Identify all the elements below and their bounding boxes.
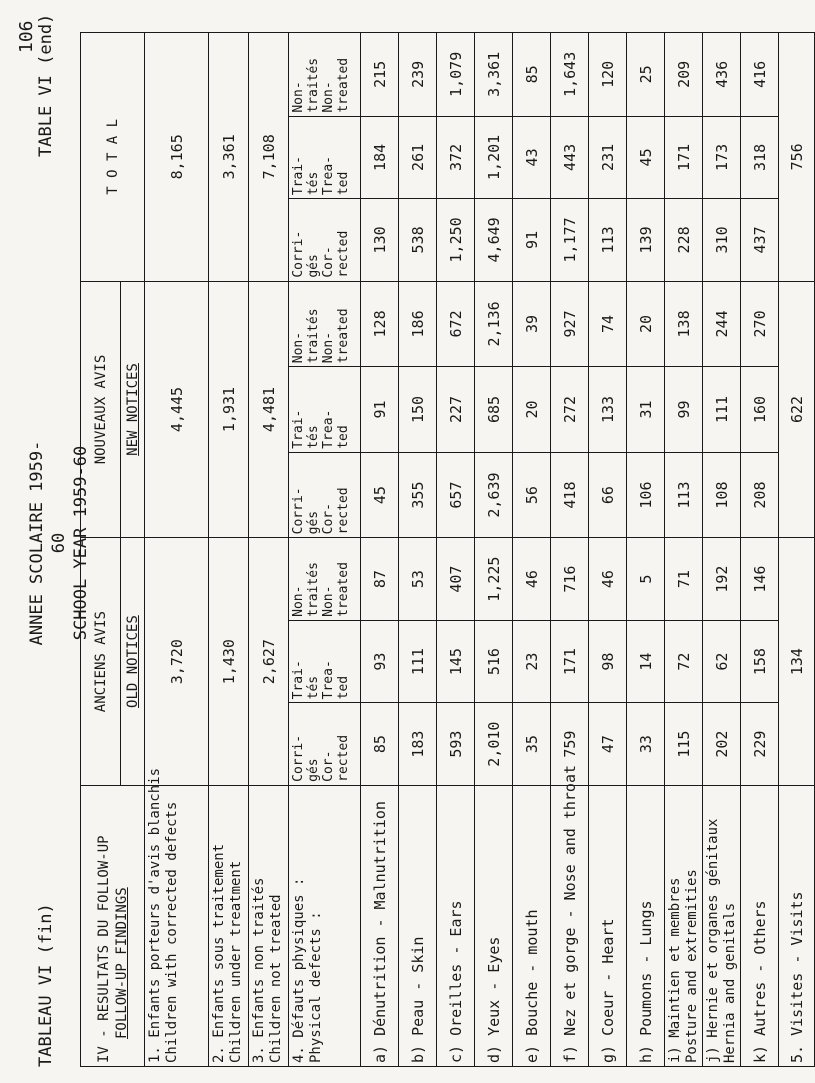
cell: 672 bbox=[437, 281, 475, 367]
cell: 244 bbox=[703, 281, 741, 367]
cell: 208 bbox=[741, 452, 779, 538]
cell: 2,136 bbox=[475, 281, 513, 367]
cell: 91 bbox=[513, 199, 551, 282]
group-total bbox=[81, 33, 145, 282]
cell: 186 bbox=[399, 281, 437, 367]
cell: 538 bbox=[399, 199, 437, 282]
visits-anciens: 134 bbox=[779, 538, 815, 786]
subheader-nontreated-l3: Non- bbox=[321, 585, 336, 617]
subheader-treated bbox=[289, 620, 361, 703]
row-1-anciens: 3,720 bbox=[145, 538, 209, 786]
group-total-label: T O T A L bbox=[104, 118, 121, 195]
subheader-treated-l4: ted bbox=[336, 675, 351, 700]
cell: 215 bbox=[361, 33, 399, 117]
subheader-corrected-l2: gés bbox=[306, 758, 321, 782]
defect-label-j-fr: j) Hernie et organes génitaux bbox=[705, 818, 721, 1063]
subheader-nontreated-l2: traités bbox=[306, 57, 321, 113]
subheader-treated-l3: Trea- bbox=[321, 156, 336, 196]
cell: 4,649 bbox=[475, 199, 513, 282]
follow-up-table bbox=[80, 32, 815, 1067]
cell: 1,250 bbox=[437, 199, 475, 282]
cell: 516 bbox=[475, 620, 513, 703]
group-anciens-en-text: OLD NOTICES bbox=[124, 615, 141, 708]
cell: 1,177 bbox=[551, 199, 589, 282]
cell: 171 bbox=[665, 116, 703, 199]
cell: 111 bbox=[703, 367, 741, 453]
cell: 192 bbox=[703, 538, 741, 621]
cell: 35 bbox=[513, 703, 551, 786]
cell: 20 bbox=[627, 281, 665, 367]
cell: 138 bbox=[665, 281, 703, 367]
cell: 239 bbox=[399, 33, 437, 117]
group-anciens-fr: ANCIENS AVIS bbox=[92, 611, 109, 713]
cell: 87 bbox=[361, 538, 399, 621]
visits-label: 5. Visites - Visits bbox=[779, 785, 815, 1066]
heading-center-en: SCHOOL YEAR 1959-60 bbox=[71, 445, 91, 641]
cell: 113 bbox=[665, 452, 703, 538]
row-2-anciens: 1,430 bbox=[209, 538, 249, 786]
cell: 53 bbox=[399, 538, 437, 621]
row-1-label bbox=[145, 767, 209, 1066]
table-row bbox=[589, 33, 627, 1067]
table-row bbox=[209, 33, 249, 1067]
cell: 128 bbox=[361, 281, 399, 367]
subheader-nontreated-l1: Non- bbox=[291, 585, 306, 617]
visits-nouveaux: 622 bbox=[779, 281, 815, 538]
cell: 5 bbox=[627, 538, 665, 621]
cell: 85 bbox=[513, 33, 551, 117]
row-1-total: 8,165 bbox=[145, 33, 209, 282]
cell: 66 bbox=[589, 452, 627, 538]
cell: 71 bbox=[665, 538, 703, 621]
cell: 45 bbox=[627, 116, 665, 199]
cell: 418 bbox=[551, 452, 589, 538]
cell: 3,361 bbox=[475, 33, 513, 117]
subheader-treated-l2: tés bbox=[306, 675, 321, 700]
cell: 14 bbox=[627, 620, 665, 703]
defect-label-i bbox=[665, 785, 703, 1066]
cell: 355 bbox=[399, 452, 437, 538]
visits-total: 756 bbox=[779, 33, 815, 282]
cell: 407 bbox=[437, 538, 475, 621]
cell: 685 bbox=[475, 367, 513, 453]
cell: 120 bbox=[589, 33, 627, 117]
cell: 416 bbox=[741, 33, 779, 117]
row-3-total: 7,108 bbox=[249, 33, 289, 282]
table-row bbox=[289, 33, 361, 1067]
subheader-nontreated-l4: treated bbox=[336, 562, 351, 617]
row-4-label-fr: 4. Défauts physiques : bbox=[291, 877, 307, 1063]
table-row bbox=[779, 33, 815, 1067]
table-title-fr: IV - RESULTATS DU FOLLOW-UP bbox=[95, 835, 112, 1063]
subheader-treated-l3: Trea- bbox=[321, 409, 336, 449]
cell: 25 bbox=[627, 33, 665, 117]
table-row bbox=[703, 33, 741, 1067]
cell: 98 bbox=[589, 620, 627, 703]
subheader-treated-l1: Trai- bbox=[291, 660, 306, 700]
subheader-treated-l1: Trai- bbox=[291, 156, 306, 196]
cell: 184 bbox=[361, 116, 399, 199]
cell: 31 bbox=[627, 367, 665, 453]
defect-label-g: g) Coeur - Heart bbox=[589, 785, 627, 1066]
subheader-nontreated-l1: Non- bbox=[291, 81, 306, 113]
page-number: 106 bbox=[16, 20, 37, 53]
cell: 927 bbox=[551, 281, 589, 367]
defect-label-i-en: Posture and extremities bbox=[684, 869, 700, 1063]
defect-label-j bbox=[703, 785, 741, 1066]
table-row bbox=[399, 33, 437, 1067]
table-row bbox=[249, 33, 289, 1067]
cell: 2,010 bbox=[475, 703, 513, 786]
defect-label-j-en: Hernia and genitals bbox=[722, 902, 738, 1063]
subheader-nontreated-l2: traités bbox=[306, 562, 321, 617]
defect-label-e: e) Bouche - mouth bbox=[513, 785, 551, 1066]
group-header-row bbox=[81, 33, 121, 1067]
cell: 270 bbox=[741, 281, 779, 367]
cell: 106 bbox=[627, 452, 665, 538]
cell: 74 bbox=[589, 281, 627, 367]
cell: 130 bbox=[361, 199, 399, 282]
subheader-nontreated-l2: traités bbox=[306, 308, 321, 364]
cell: 228 bbox=[665, 199, 703, 282]
row-3-anciens: 2,627 bbox=[249, 538, 289, 786]
row-3-label-en: Children not treated bbox=[268, 894, 284, 1063]
cell: 47 bbox=[589, 703, 627, 786]
row-2-label-en: Children under treatment bbox=[228, 860, 244, 1063]
subheader-corrected-l2: gés bbox=[306, 254, 321, 278]
subheader-corrected-l3: Cor- bbox=[321, 246, 336, 278]
cell: 202 bbox=[703, 703, 741, 786]
row-3-label-fr: 3. Enfants non traités bbox=[251, 877, 267, 1063]
row-1-nouveaux: 4,445 bbox=[145, 281, 209, 538]
subheader-corrected bbox=[289, 703, 361, 786]
cell: 227 bbox=[437, 367, 475, 453]
subheader-nontreated-l3: Non- bbox=[321, 331, 336, 364]
group-nouveaux-en bbox=[121, 281, 145, 538]
subheader-nontreated bbox=[289, 33, 361, 117]
subheader-nontreated bbox=[289, 281, 361, 367]
cell: 318 bbox=[741, 116, 779, 199]
defect-label-f: f) Nez et gorge - Nose and throat bbox=[551, 785, 589, 1066]
subheader-treated-l2: tés bbox=[306, 171, 321, 196]
defect-label-a: a) Dénutrition - Malnutrition bbox=[361, 785, 399, 1066]
cell: 183 bbox=[399, 703, 437, 786]
row-1-label-en: Children with corrected defects bbox=[164, 801, 180, 1063]
table-title bbox=[81, 785, 145, 1066]
cell: 436 bbox=[703, 33, 741, 117]
row-4-label bbox=[289, 785, 361, 1066]
heading-right: TABLE VI (end) bbox=[36, 13, 56, 157]
cell: 46 bbox=[589, 538, 627, 621]
subheader-nontreated-l4: treated bbox=[336, 57, 351, 113]
cell: 272 bbox=[551, 367, 589, 453]
cell: 20 bbox=[513, 367, 551, 453]
cell: 158 bbox=[741, 620, 779, 703]
cell: 229 bbox=[741, 703, 779, 786]
cell: 443 bbox=[551, 116, 589, 199]
table-row bbox=[475, 33, 513, 1067]
cell: 111 bbox=[399, 620, 437, 703]
cell: 99 bbox=[665, 367, 703, 453]
subheader-corrected bbox=[289, 452, 361, 538]
cell: 43 bbox=[513, 116, 551, 199]
cell: 657 bbox=[437, 452, 475, 538]
heading-center-fr: ANNEE SCOLAIRE 1959-60 bbox=[27, 440, 69, 646]
group-anciens-en bbox=[121, 538, 145, 786]
cell: 231 bbox=[589, 116, 627, 199]
cell: 145 bbox=[437, 620, 475, 703]
subheader-corrected bbox=[289, 199, 361, 282]
cell: 1,225 bbox=[475, 538, 513, 621]
cell: 150 bbox=[399, 367, 437, 453]
subheader-nontreated bbox=[289, 538, 361, 621]
subheader-treated bbox=[289, 367, 361, 453]
subheader-treated-l1: Trai- bbox=[291, 409, 306, 449]
group-nouveaux-fr: NOUVEAUX AVIS bbox=[92, 354, 109, 465]
cell: 45 bbox=[361, 452, 399, 538]
cell: 437 bbox=[741, 199, 779, 282]
subheader-treated-l4: ted bbox=[336, 171, 351, 196]
table-row bbox=[361, 33, 399, 1067]
subheader-corrected-l1: Corri- bbox=[291, 487, 306, 535]
cell: 209 bbox=[665, 33, 703, 117]
cell: 33 bbox=[627, 703, 665, 786]
defect-label-c: c) Oreilles - Ears bbox=[437, 785, 475, 1066]
cell: 23 bbox=[513, 620, 551, 703]
group-anciens bbox=[81, 538, 121, 786]
table-row bbox=[145, 33, 209, 1067]
row-2-nouveaux: 1,931 bbox=[209, 281, 249, 538]
subheader-corrected-l4: rected bbox=[336, 230, 351, 278]
subheader-treated-l2: tés bbox=[306, 425, 321, 449]
subheader-nontreated-l4: treated bbox=[336, 308, 351, 364]
row-2-label-fr: 2. Enfants sous traitement bbox=[211, 843, 227, 1063]
subheader-treated bbox=[289, 116, 361, 199]
cell: 113 bbox=[589, 199, 627, 282]
group-nouveaux-en-text: NEW NOTICES bbox=[124, 363, 141, 456]
row-1-label-fr: 1. Enfants porteurs d'avis blanchis bbox=[147, 767, 163, 1063]
subheader-corrected-l4: rected bbox=[336, 734, 351, 782]
cell: 72 bbox=[665, 620, 703, 703]
cell: 716 bbox=[551, 538, 589, 621]
cell: 593 bbox=[437, 703, 475, 786]
cell: 1,079 bbox=[437, 33, 475, 117]
cell: 62 bbox=[703, 620, 741, 703]
row-2-total: 3,361 bbox=[209, 33, 249, 282]
heading-left: TABLEAU VI (fin) bbox=[36, 903, 56, 1067]
cell: 93 bbox=[361, 620, 399, 703]
cell: 310 bbox=[703, 199, 741, 282]
table-row bbox=[665, 33, 703, 1067]
table-row bbox=[551, 33, 589, 1067]
subheader-corrected-l1: Corri- bbox=[291, 230, 306, 278]
cell: 1,643 bbox=[551, 33, 589, 117]
subheader-corrected-l4: rected bbox=[336, 487, 351, 535]
cell: 173 bbox=[703, 116, 741, 199]
defect-label-d: d) Yeux - Eyes bbox=[475, 785, 513, 1066]
cell: 115 bbox=[665, 703, 703, 786]
cell: 46 bbox=[513, 538, 551, 621]
cell: 1,201 bbox=[475, 116, 513, 199]
subheader-treated-l4: ted bbox=[336, 425, 351, 449]
subheader-corrected-l3: Cor- bbox=[321, 750, 336, 782]
group-nouveaux bbox=[81, 281, 121, 538]
row-3-label bbox=[249, 785, 289, 1066]
cell: 261 bbox=[399, 116, 437, 199]
row-2-label bbox=[209, 785, 249, 1066]
cell: 85 bbox=[361, 703, 399, 786]
defect-label-i-fr: i) Maintien et membres bbox=[667, 877, 683, 1063]
cell: 108 bbox=[703, 452, 741, 538]
defect-label-k: k) Autres - Others bbox=[741, 785, 779, 1066]
subheader-corrected-l1: Corri- bbox=[291, 734, 306, 782]
subheader-corrected-l2: gés bbox=[306, 510, 321, 535]
cell: 372 bbox=[437, 116, 475, 199]
table-row bbox=[513, 33, 551, 1067]
table-row bbox=[741, 33, 779, 1067]
row-4-label-en: Physical defects : bbox=[308, 911, 324, 1063]
cell: 2,639 bbox=[475, 452, 513, 538]
table-row bbox=[437, 33, 475, 1067]
cell: 146 bbox=[741, 538, 779, 621]
cell: 56 bbox=[513, 452, 551, 538]
subheader-treated-l3: Trea- bbox=[321, 660, 336, 700]
cell: 133 bbox=[589, 367, 627, 453]
subheader-corrected-l3: Cor- bbox=[321, 503, 336, 535]
cell: 39 bbox=[513, 281, 551, 367]
table-title-en: FOLLOW-UP FINDINGS bbox=[113, 887, 130, 1039]
cell: 139 bbox=[627, 199, 665, 282]
subheader-nontreated-l1: Non- bbox=[291, 331, 306, 364]
cell: 759 bbox=[551, 703, 589, 786]
defect-label-h: h) Poumons - Lungs bbox=[627, 785, 665, 1066]
table-row bbox=[627, 33, 665, 1067]
cell: 91 bbox=[361, 367, 399, 453]
row-3-nouveaux: 4,481 bbox=[249, 281, 289, 538]
cell: 171 bbox=[551, 620, 589, 703]
cell: 160 bbox=[741, 367, 779, 453]
defect-label-b: b) Peau - Skin bbox=[399, 785, 437, 1066]
subheader-nontreated-l3: Non- bbox=[321, 81, 336, 113]
